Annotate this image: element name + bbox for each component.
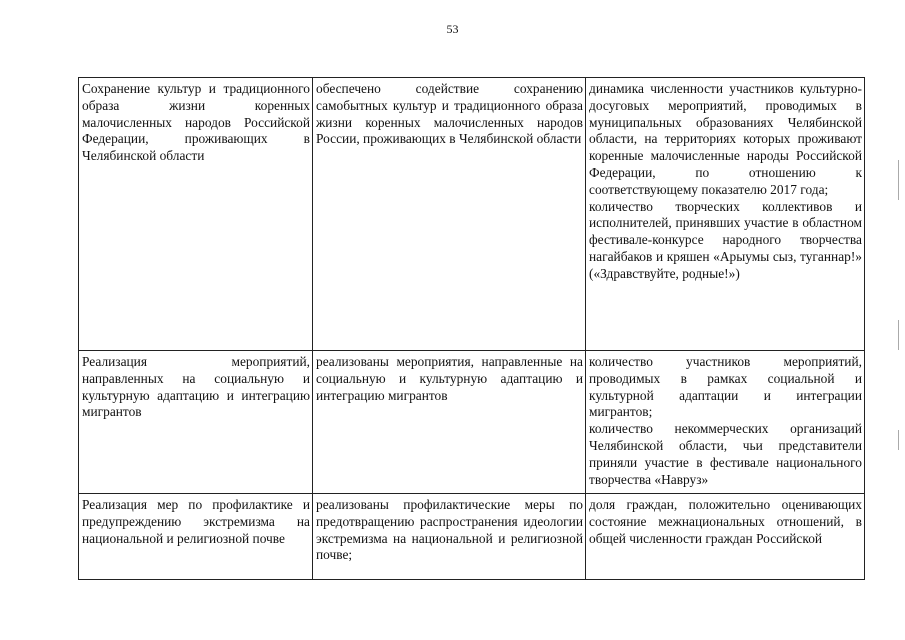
scan-artifact-mark [898, 430, 899, 450]
indicator-text: количество участников мероприятий, проводимых в рамках социальной и культурной адаптации и интеграции мигрантов; [589, 354, 862, 420]
indicators-cell [586, 494, 865, 580]
indicator-text: количество некоммерческих организаций Челябинской области, чьи представители приняли участие в фестивале национального творчества «Навруз» [589, 421, 862, 487]
expected-result-cell: обеспечено содействие сохранению самобытных культур и традиционного образа жизни коренных малочисленных народов России, проживающих в Челябинской области [313, 78, 586, 351]
table-row [79, 78, 865, 351]
indicators-cell [586, 351, 865, 494]
page-number: 53 [446, 22, 459, 36]
measure-name-cell: Реализация мер по профилактике и предупреждению экстремизма на национальной и религиозной почве [79, 494, 313, 580]
expected-result-cell: реализованы мероприятия, направленные на социальную и культурную адаптацию и интеграцию мигрантов [313, 351, 586, 494]
scan-artifact-mark [898, 320, 899, 350]
expected-result-cell: реализованы профилактические меры по предотвращению распространения идеологии экстремизма на национальной и религиозной почве; [313, 494, 586, 580]
measures-table [78, 77, 865, 580]
indicator-text: количество творческих коллективов и исполнителей, принявших участие в областном фестивале-конкурсе народного творчества нагайбаков и кряшен «Арыумы сыз, туганнар!» («Здравствуйте, родные!») [589, 198, 862, 281]
indicator-text: доля граждан, положительно оценивающих состояние межнациональных отношений, в общей численности граждан Российской [589, 497, 862, 546]
measure-name-cell: Сохранение культур и традиционного образа жизни коренных малочисленных народов Российской Федерации, проживающих в Челябинской области [79, 78, 313, 351]
scan-artifact-mark [898, 160, 899, 200]
indicator-text: динамика численности участников культурно-досуговых мероприятий, проводимых в муниципальных образованиях Челябинской области, на территориях которых проживают коренные малочисленные народы Российской Федерации, по отношению к соответствующему показателю 2017 года; [589, 81, 862, 197]
measure-name-cell: Реализация мероприятий, направленных на социальную и культурную адаптацию и интеграцию мигрантов [79, 351, 313, 494]
indicators-cell [586, 78, 865, 351]
table-row [79, 494, 865, 580]
table-row [79, 351, 865, 494]
